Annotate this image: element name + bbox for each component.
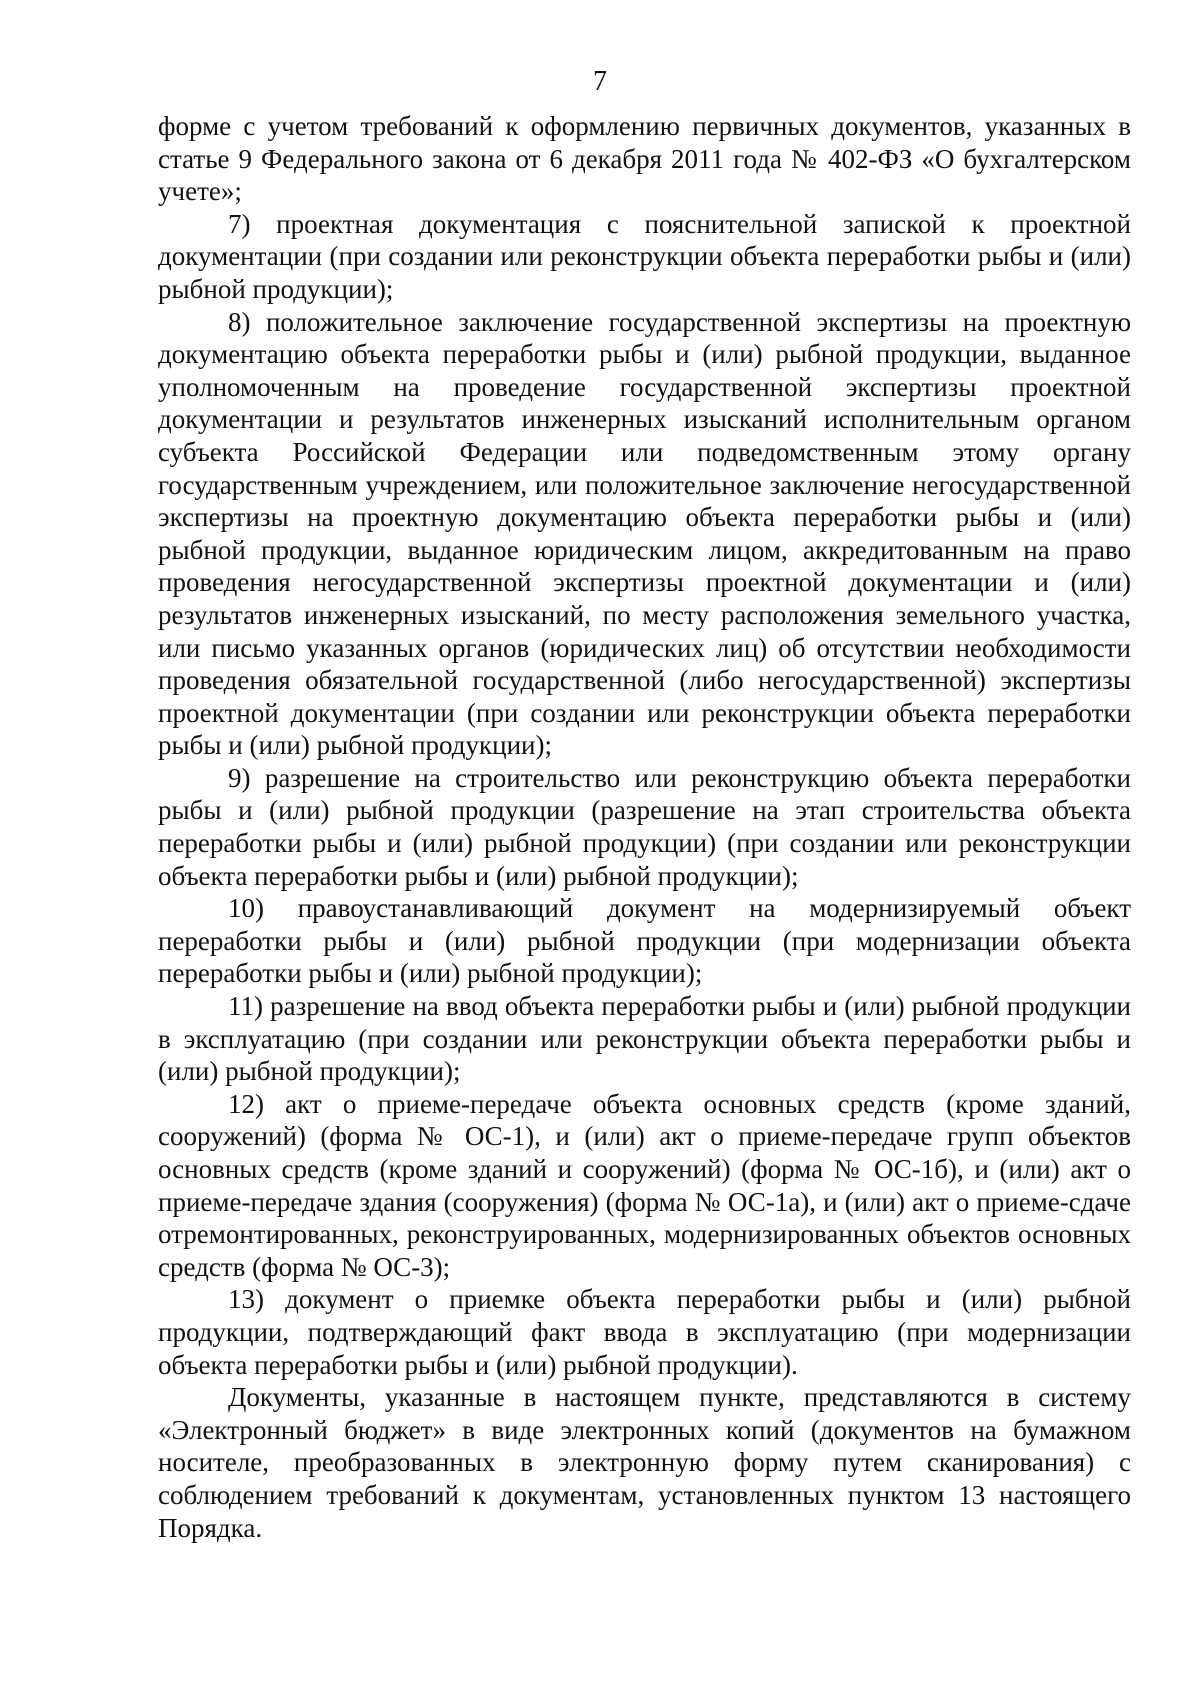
- paragraph-item-11: 11) разрешение на ввод объекта переработки рыбы и (или) рыбной продукции в эксплуатацию (при создании или реконструкции объекта переработки рыбы и (или) рыбной продукции);: [158, 991, 1131, 1087]
- paragraph-closing: Документы, указанные в настоящем пункте, представляются в систему «Электронный бюджет» в виде электронных копий (документов на бумажном носителе, преобразованных в электронную форму путем сканирования) с соблюдением требований к документам, установленных пунктом 13 настоящего Порядка.: [158, 1382, 1131, 1543]
- paragraph-continuation: форме с учетом требований к оформлению первичных документов, указанных в статье 9 Федерального закона от 6 декабря 2011 года № 402-ФЗ «О бухгалтерском учете»;: [158, 111, 1131, 207]
- paragraph-item-13: 13) документ о приемке объекта переработки рыбы и (или) рыбной продукции, подтверждающий факт ввода в эксплуатацию (при модернизации объекта переработки рыбы и (или) рыбной продукции).: [158, 1284, 1131, 1380]
- page-number: 7: [593, 66, 607, 97]
- paragraph-item-12: 12) акт о приеме-передаче объекта основных средств (кроме зданий, сооружений) (форма № ОС-1), и (или) акт о приеме-передаче групп объектов основных средств (кроме зданий и сооружений) (форма № ОС-1б), и (или) акт о приеме-передаче здания (сооружения) (форма № ОС-1а), и (или) акт о приеме-сдаче отремонтированных, реконструированных, модернизированных объектов основных средств (форма № ОС-3);: [158, 1088, 1131, 1282]
- paragraph-item-9: 9) разрешение на строительство или реконструкцию объекта переработки рыбы и (или) рыбной продукции (разрешение на этап строительства объекта переработки рыбы и (или) рыбной продукции) (при создании или реконструкции объекта переработки рыбы и (или) рыбной продукции);: [158, 762, 1131, 891]
- paragraph-item-8: 8) положительное заключение государственной экспертизы на проектную документацию объекта переработки рыбы и (или) рыбной продукции, выданное уполномоченным на проведение государственной экспертизы проектной документации и результатов инженерных изысканий исполнительным органом субъекта Российской Федерации или подведомственным этому органу государственным учреждением, или положительное заключение негосударственной экспертизы на проектную документацию объекта переработки рыбы и (или) рыбной продукции, выданное юридическим лицом, аккредитованным на право проведения негосударственной экспертизы проектной документации и (или) результатов инженерных изысканий, по месту расположения земельного участка, или письмо указанных органов (юридических лиц) об отсутствии необходимости проведения обязательной государственной (либо негосударственной) экспертизы проектной документации (при создании или реконструкции объекта переработки рыбы и (или) рыбной продукции);: [158, 306, 1131, 761]
- paragraph-item-7: 7) проектная документация с пояснительной запиской к проектной документации (при создании или реконструкции объекта переработки рыбы и (или) рыбной продукции);: [158, 208, 1131, 304]
- document-body: [158, 110, 1131, 1544]
- paragraph-item-10: 10) правоустанавливающий документ на модернизируемый объект переработки рыбы и (или) рыбной продукции (при модернизации объекта переработки рыбы и (или) рыбной продукции);: [158, 893, 1131, 989]
